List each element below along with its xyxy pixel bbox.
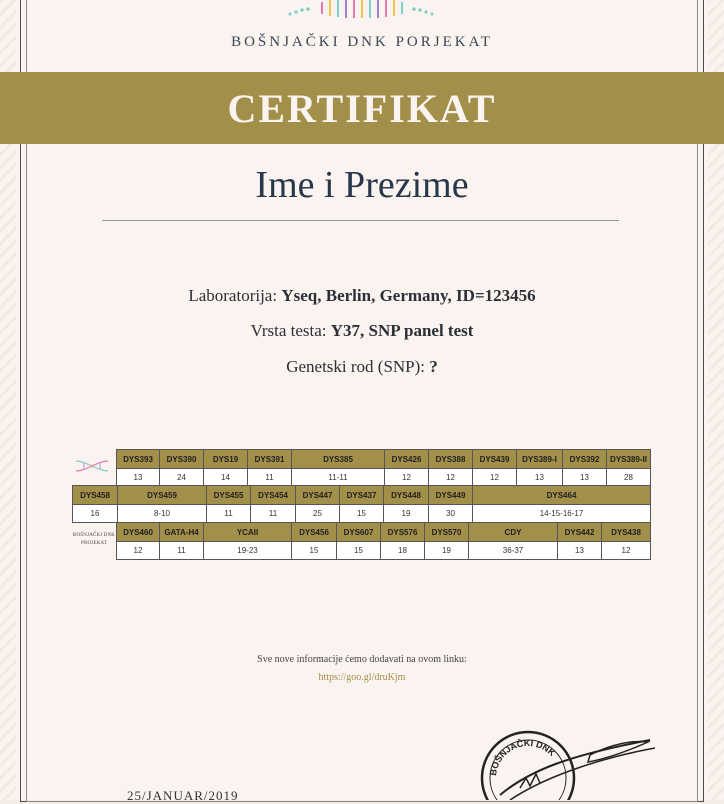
person-name: Ime i Prezime [255, 164, 469, 206]
table-value-cell: 15 [292, 542, 337, 560]
table-header-cell: DYS570 [425, 523, 469, 542]
table-value-cell: 13 [563, 469, 607, 487]
table-value-cell: 8-10 [118, 505, 207, 523]
table-header-cell: DYS426 [385, 450, 429, 469]
table-value-cell: 11 [207, 505, 251, 523]
table-header-cell: DYS389-I [517, 450, 563, 469]
table-header-cell: DYS460 [117, 523, 160, 542]
table-value-cell: 13 [558, 542, 602, 560]
table-value-cell: 19 [384, 505, 429, 523]
table-value-cell: 15 [337, 542, 381, 560]
str-table-row2 [72, 485, 651, 523]
table-header-cell: DYS392 [563, 450, 607, 469]
table-value-cell: 25 [296, 505, 340, 523]
table-header-cell: YCAII [204, 523, 292, 542]
table-value-cell: 12 [385, 469, 429, 487]
title-banner [0, 72, 724, 144]
table-value-cell: 13 [117, 469, 160, 487]
table-header-cell: DYS459 [118, 486, 207, 505]
table-header-cell: DYS390 [160, 450, 204, 469]
table-value-cell: 12 [473, 469, 517, 487]
table-header-cell: DYS388 [429, 450, 473, 469]
stamp-text: BOŠNJAČKI DNK [488, 737, 558, 777]
test-value: Y37, SNP panel test [330, 321, 474, 340]
table-value-cell: 16 [73, 505, 118, 523]
table-value-cell: 11 [251, 505, 296, 523]
table-header-cell: DYS455 [207, 486, 251, 505]
mini-organization-label: BOŠNJAČKI DNK PROJEKAT [72, 533, 116, 546]
name-divider [102, 220, 619, 221]
table-header-cell: GATA-H4 [160, 523, 204, 542]
table-header-cell: CDY [469, 523, 558, 542]
rod-value: ? [429, 357, 438, 376]
rod-label: Genetski rod (SNP): [286, 357, 426, 376]
table-value-row [117, 469, 651, 487]
table-value-cell: 11 [160, 542, 204, 560]
table-value-cell: 28 [607, 469, 651, 487]
lab-value: Yseq, Berlin, Germany, ID=123456 [281, 286, 536, 305]
test-line [0, 321, 724, 341]
table-value-cell: 12 [602, 542, 651, 560]
lab-label: Laboratorija: [188, 286, 278, 305]
table-header-cell: DYS454 [251, 486, 296, 505]
table-header-cell: DYS442 [558, 523, 602, 542]
certificate-title: CERTIFIKAT [227, 85, 497, 131]
dna-helix-logo-icon [282, 0, 442, 22]
table-value-cell: 19 [425, 542, 469, 560]
table-header-cell: DYS389-II [607, 450, 651, 469]
table-header-cell: DYS456 [292, 523, 337, 542]
table-header-cell: DYS447 [296, 486, 340, 505]
organization-name: BOŠNJAČKI DNK PORJEKAT [231, 34, 493, 50]
table-value-cell: 15 [340, 505, 384, 523]
table-value-cell: 13 [517, 469, 563, 487]
table-header-cell: DYS464 [473, 486, 651, 505]
table-header-cell: DYS439 [473, 450, 517, 469]
table-value-cell: 11 [248, 469, 292, 487]
table-value-cell: 11-11 [292, 469, 385, 487]
table-value-cell: 14 [204, 469, 248, 487]
table-header-cell: DYS19 [204, 450, 248, 469]
str-table-row3 [116, 522, 651, 560]
str-table-row1 [116, 449, 651, 487]
table-header-cell: DYS385 [292, 450, 385, 469]
table-header-cell: DYS438 [602, 523, 651, 542]
table-value-row [73, 505, 651, 523]
table-value-cell: 12 [429, 469, 473, 487]
table-value-cell: 30 [429, 505, 473, 523]
dna-helix-icon [74, 458, 110, 474]
rod-line [0, 357, 724, 377]
table-header-cell: DYS607 [337, 523, 381, 542]
table-value-cell: 36-37 [469, 542, 558, 560]
table-value-cell: 24 [160, 469, 204, 487]
table-header-cell: DYS391 [248, 450, 292, 469]
issue-date: 25/JANUAR/2019 [127, 788, 239, 803]
table-value-cell: 14-15-16-17 [473, 505, 651, 523]
table-value-row [117, 542, 651, 560]
table-header-cell: DYS449 [429, 486, 473, 505]
footer-info-text: Sve nove informacije ćemo dodavati na ovom linku: [257, 654, 467, 665]
table-header-row [73, 486, 651, 505]
table-header-row [117, 523, 651, 542]
test-label: Vrsta testa: [250, 321, 327, 340]
table-value-cell: 19-23 [204, 542, 292, 560]
table-header-cell: DYS576 [381, 523, 425, 542]
table-header-row [117, 450, 651, 469]
round-stamp-signature-icon [470, 700, 660, 800]
table-value-cell: 12 [117, 542, 160, 560]
table-value-cell: 18 [381, 542, 425, 560]
lab-line [0, 286, 724, 306]
table-header-cell: DYS458 [73, 486, 118, 505]
footer-link[interactable]: https://goo.gl/druKjm [318, 672, 406, 683]
table-header-cell: DYS393 [117, 450, 160, 469]
table-header-cell: DYS448 [384, 486, 429, 505]
table-header-cell: DYS437 [340, 486, 384, 505]
